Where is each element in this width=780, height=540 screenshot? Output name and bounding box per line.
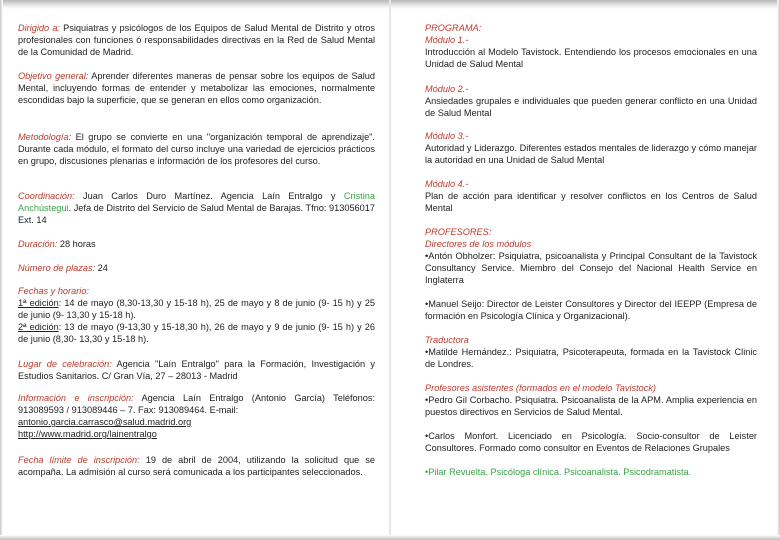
objetivo-text: Aprender diferentes maneras de pensar sobre los equipos de Salud Mental, incluyendo formas de entender y metabolizar las emociones, normalmente escondidas bajo la superficie, que se generan en ellos como organización. bbox=[18, 71, 375, 105]
modulo-1-text: Introducción al Modelo Tavistock. Entendiendo los procesos emocionales en una Unidad de Salud Mental bbox=[425, 47, 757, 69]
plazas-label: Número de plazas: bbox=[18, 263, 96, 273]
asistente-monfort-section bbox=[425, 430, 757, 454]
traductora-text: •Matilde Hernández.: Psiquiatra, Psicoterapeuta, formada en la Tavistock Clinic de Londres. bbox=[425, 347, 757, 369]
modulo-3-text: Autoridad y Liderazgo. Diferentes estados mentales de liderazgo y cómo manejar la autoridad en una Unidad de Salud Mental bbox=[425, 143, 757, 165]
plazas-section bbox=[18, 262, 375, 274]
coordinacion-text-b: . Jefa de Distrito del Servicio de Salud Mental de Barajas. Tfno: 913056017 Ext. 14 bbox=[18, 203, 375, 225]
lugar-text: Agencia "Laín Entralgo" para la Formación, Investigación y Estudios Sanitarios. C/ Gran Vía, 27 – 28013 - Madrid bbox=[18, 359, 375, 381]
fechas-label: Fechas y horario: bbox=[18, 286, 89, 296]
programa-label: PROGRAMA: bbox=[425, 23, 482, 33]
asistente-revuelta-section bbox=[425, 466, 757, 478]
dirigido-label: Dirigido a: bbox=[18, 23, 60, 33]
page-left-edge bbox=[0, 0, 3, 540]
metodologia-text: El grupo se convierte en una "organización temporal de aprendizaje". Durante cada módulo, el formato del curso incluye una variedad de ejercicios prácticos en grupo, discusiones plenarias e información de los profesores del curso. bbox=[18, 132, 375, 166]
director-obholzer: •Antón Obholzer: Psiquiatra, psicoanalista y Principal Consultant de la Tavistock Consultancy Service. Miembro del Consejo del Nacional Health Service en Inglaterra bbox=[425, 251, 757, 285]
modulo-1-section bbox=[425, 22, 757, 70]
asistente-monfort: •Carlos Monfort. Licenciado en Psicología. Socio-consultor de Leister Consultores. Formado como consultor en Eventos de Relaciones Grupales bbox=[425, 431, 757, 453]
lugar-section bbox=[18, 358, 375, 382]
profesores-section bbox=[425, 226, 757, 286]
page-fold bbox=[389, 0, 391, 540]
directores-label: Directores de los módulos bbox=[425, 239, 532, 249]
modulo-1-label: Módulo 1.- bbox=[425, 35, 469, 45]
modulo-4-section bbox=[425, 178, 757, 214]
informacion-section bbox=[18, 392, 375, 440]
modulo-2-text: Ansiedades grupales e individuales que pueden generar conflicto en una Unidad de Salud Mental bbox=[425, 96, 757, 118]
coordinacion-text: Juan Carlos Duro Martínez. Agencia Laín Entralgo y bbox=[74, 191, 344, 201]
asistente-gil: •Pedro Gil Corbacho. Psiquiatra. Psicoanalista de la APM. Amplia experiencia en puestos directivos en Servicios de Salud Mental. bbox=[425, 395, 757, 417]
modulo-4-text: Plan de acción para identificar y resolver conflictos en los Centros de Salud Mental bbox=[425, 191, 757, 213]
director-seijo: •Manuel Seijo: Director de Leister Consultores y Director del IEEPP (Empresa de formación en Psicología Clínica y Organizacional). bbox=[425, 299, 757, 321]
duracion-text: 28 horas bbox=[57, 239, 96, 249]
dirigido-section bbox=[18, 22, 375, 58]
director-seijo-section bbox=[425, 298, 757, 322]
fechas-section bbox=[18, 285, 375, 345]
objetivo-section bbox=[18, 70, 375, 106]
edicion-1-text: : 14 de mayo (8,30-13,30 y 15-18 h), 25 de mayo y 8 de junio (9- 15 h) y 25 de junio (9- 13,30 y 15-18 h). bbox=[18, 298, 375, 320]
asistentes-label: Profesores asistentes (formados en el modelo Tavistock) bbox=[425, 383, 656, 393]
traductora-label: Traductora bbox=[425, 335, 469, 345]
duracion-section bbox=[18, 238, 375, 250]
coordinacion-label: Coordinación: bbox=[18, 191, 75, 201]
plazas-text: 24 bbox=[95, 263, 108, 273]
page-bottom-edge bbox=[0, 535, 780, 540]
modulo-3-section bbox=[425, 130, 757, 166]
fecha-limite-text: 19 de abril de 2004, utilizando la solicitud que se acompaña. La admisión al curso será comunicada a los participantes seleccionados. bbox=[18, 455, 376, 477]
objetivo-label: Objetivo general: bbox=[18, 71, 89, 81]
coordinacion-section bbox=[18, 190, 375, 226]
web-link[interactable]: http://www.madrid.org/lainentralgo bbox=[18, 429, 157, 439]
fecha-limite-section bbox=[18, 454, 375, 478]
traductora-section bbox=[425, 334, 757, 370]
informacion-label: Información e inscripción: bbox=[18, 393, 134, 403]
informacion-text: Agencia Laín Entralgo (Antonio García) Teléfonos: 913089593 / 913089446 – 7. Fax: 913089464. E-mail: bbox=[18, 393, 376, 415]
dirigido-text: Psiquiatras y psicólogos de los Equipos de Salud Mental de Distrito y otros profesionales con funciones ó responsabilidades directivas en la Red de Salud Mental de la Comunidad de Madrid. bbox=[18, 23, 375, 57]
lugar-label: Lugar de celebración: bbox=[18, 359, 112, 369]
fecha-limite-label: Fecha límite de inscripción: bbox=[18, 455, 140, 465]
modulo-2-label: Módulo 2.- bbox=[425, 84, 469, 94]
edicion-2-label: 2ª edición bbox=[18, 322, 59, 332]
email-link[interactable]: antonio.garcia.carrasco@salud.madrid.org bbox=[18, 417, 192, 427]
asistentes-section bbox=[425, 382, 757, 418]
modulo-2-section bbox=[425, 83, 757, 119]
asistente-revuelta: •Pilar Revuelta. Psicóloga clínica. Psicoanalista. Psicodramatista. bbox=[425, 467, 692, 477]
edicion-1-label: 1ª edición bbox=[18, 298, 59, 308]
modulo-4-label: Módulo 4.- bbox=[425, 179, 469, 189]
metodologia-label: Metodología: bbox=[18, 132, 72, 142]
profesores-label: PROFESORES: bbox=[425, 227, 492, 237]
edicion-2-text: : 13 de mayo (9-13,30 y 15-18,30 h), 26 de mayo y 9 de junio (9- 15 h) y 26 de junio (8,30- 13,30 y 15-18 h). bbox=[18, 322, 375, 344]
modulo-3-label: Módulo 3.- bbox=[425, 131, 469, 141]
metodologia-section bbox=[18, 131, 375, 167]
coordinacion-name: Cristina Anchústegui bbox=[18, 191, 375, 213]
duracion-label: Duración: bbox=[18, 239, 58, 249]
